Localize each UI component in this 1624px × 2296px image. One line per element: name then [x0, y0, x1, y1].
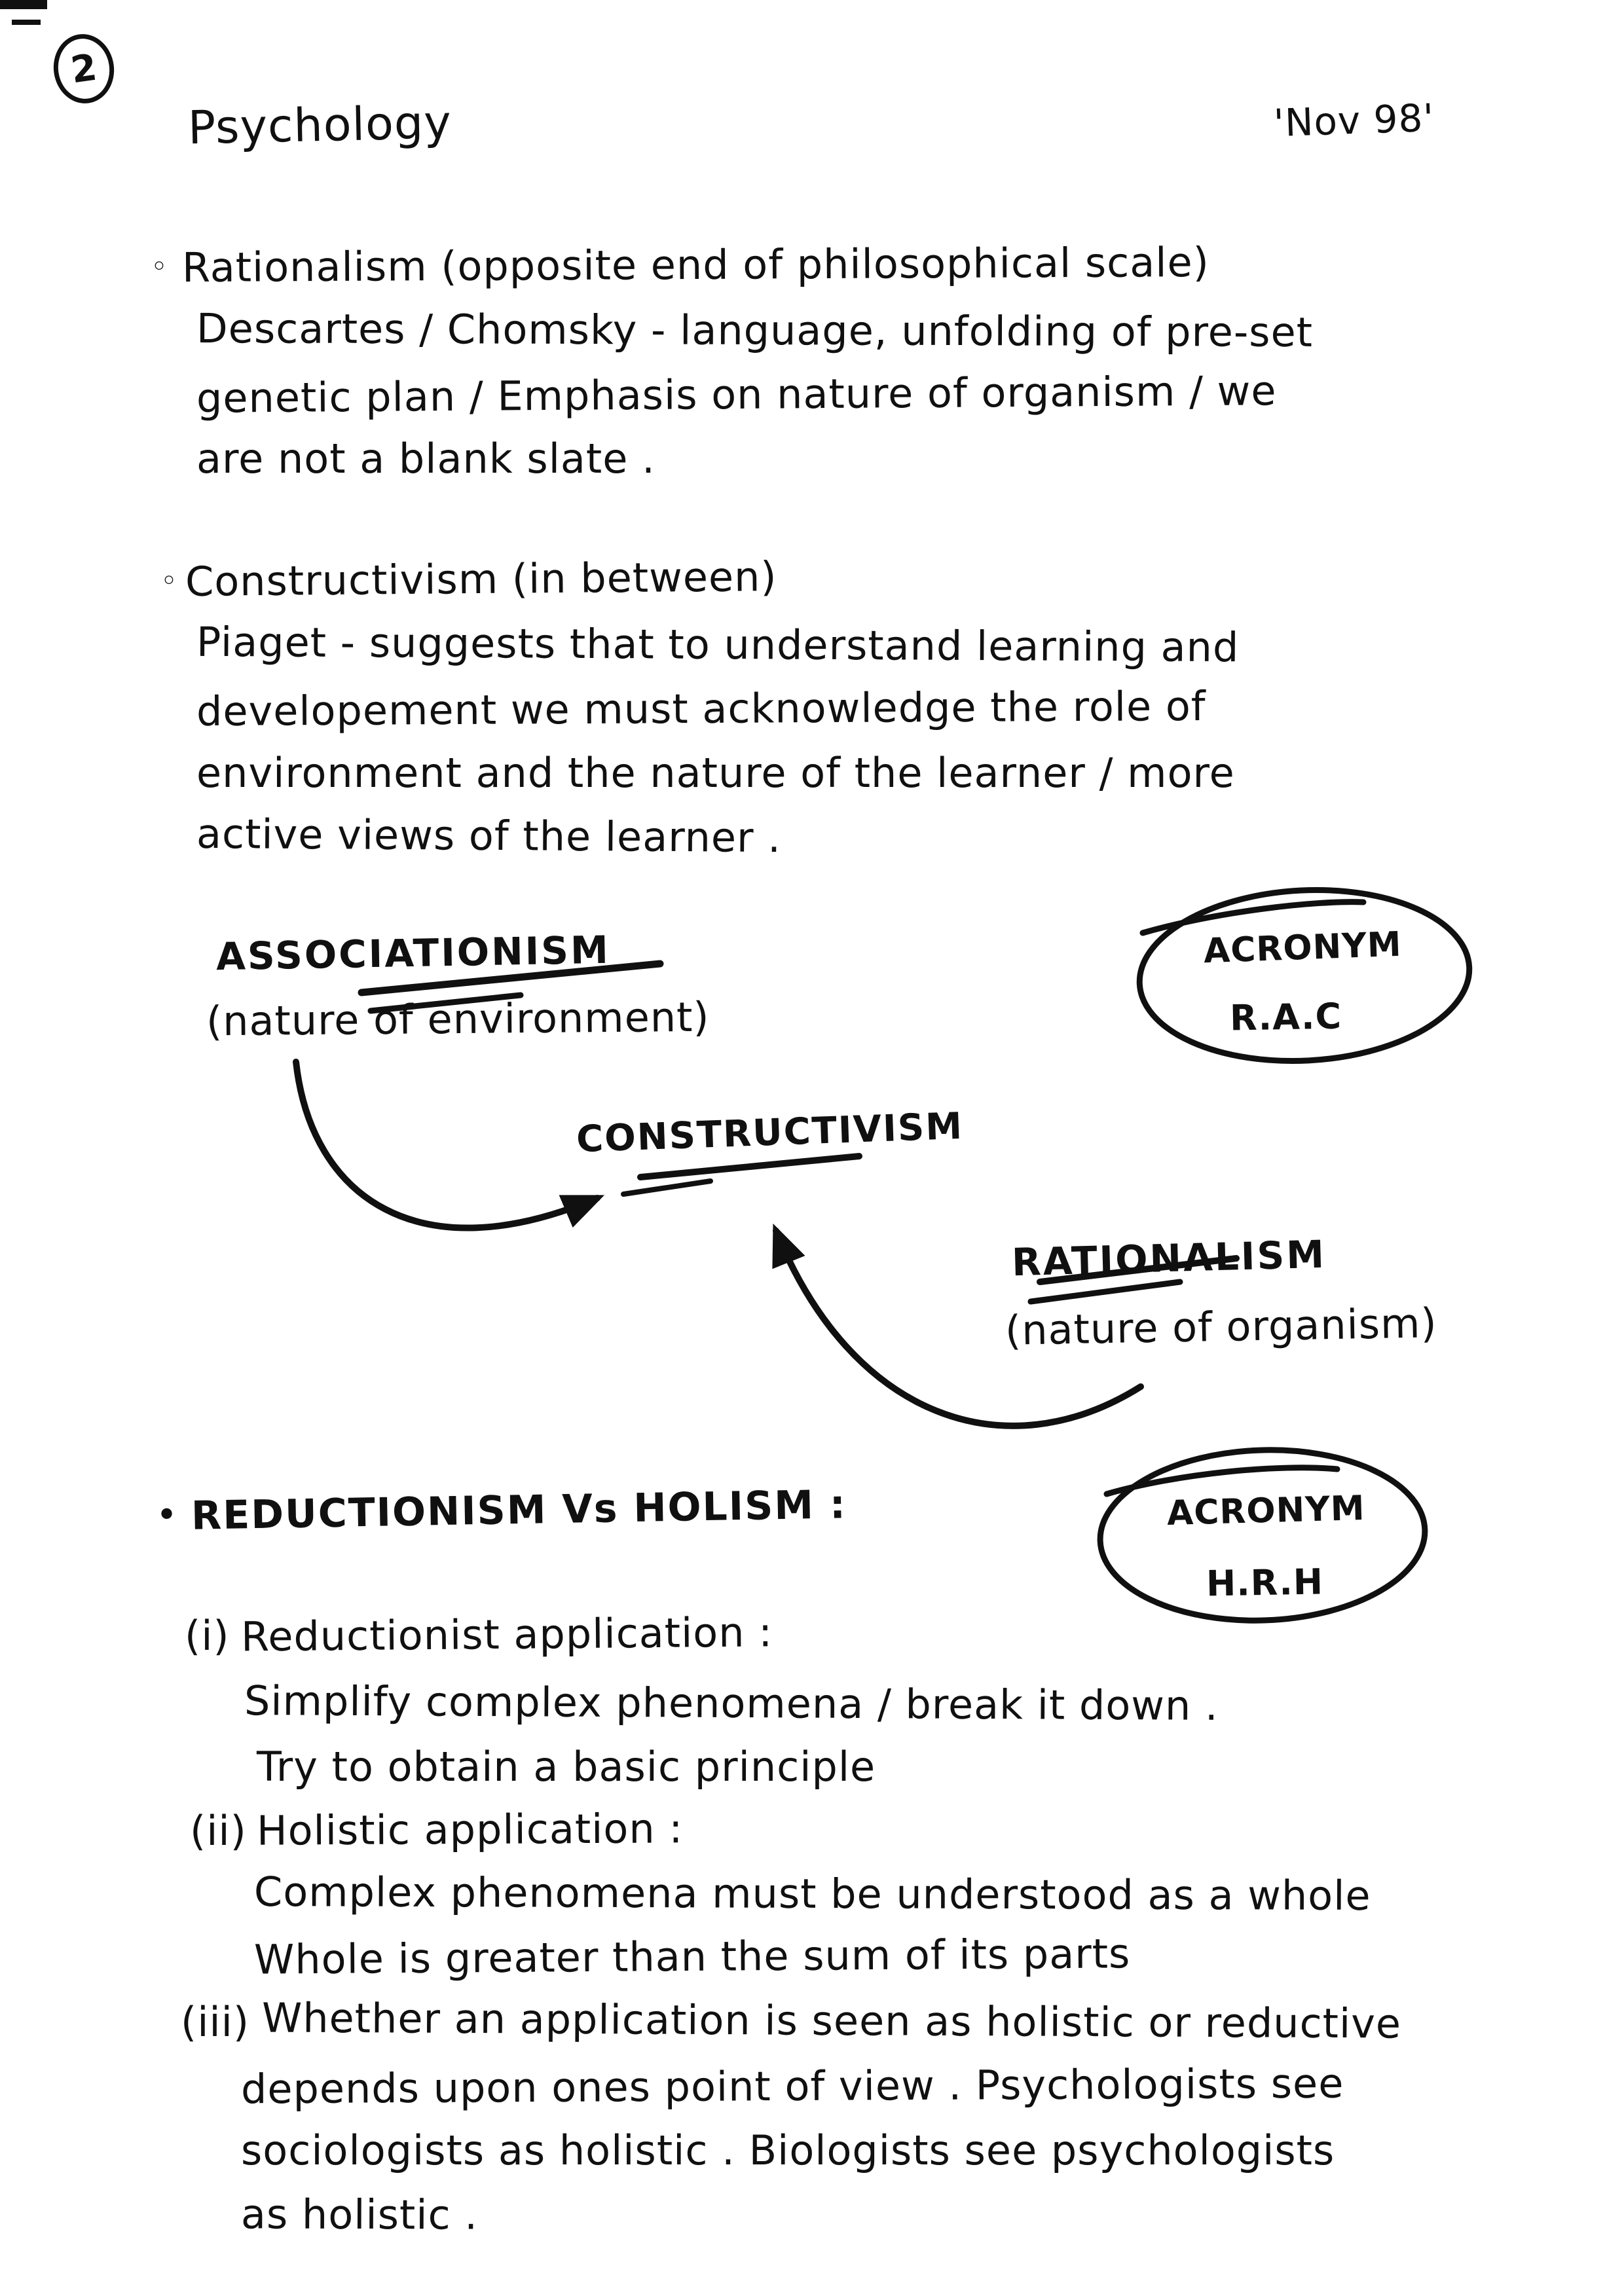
- bullet-icon: ◦: [151, 250, 168, 283]
- rationalism-line: genetic plan / Emphasis on nature of organism / we: [196, 367, 1277, 422]
- list-item-line: Whole is greater than the sum of its parts: [253, 1929, 1131, 1984]
- constructivism-line: environment and the nature of the learner / more: [196, 749, 1235, 797]
- list-item-heading: Reductionist application :: [240, 1608, 773, 1661]
- acronym-rac-circle: [1135, 882, 1474, 1069]
- acronym-hrh-value: H.R.H: [1206, 1561, 1324, 1605]
- constructivism-underline-2: [623, 1181, 710, 1194]
- list-item-line: Try to obtain a basic principle: [257, 1743, 876, 1791]
- bullet-icon: ◦: [160, 564, 178, 598]
- page-date: 'Nov 98': [1272, 95, 1435, 146]
- acronym-rac-value: R.A.C: [1229, 995, 1342, 1039]
- list-item-line: Whether an application is seen as holistic or reductive: [261, 1994, 1402, 2048]
- page-title: Psychology: [187, 95, 452, 155]
- bullet-icon: •: [156, 1494, 179, 1537]
- constructivism-heading: Constructivism (in between): [185, 553, 777, 606]
- list-item-line: sociologists as holistic . Biologists see psychologists: [241, 2126, 1335, 2174]
- list-item-line: depends upon ones point of view . Psychologists see: [240, 2059, 1344, 2113]
- list-item-line: Complex phenomena must be understood as a whole: [253, 1868, 1371, 1920]
- rationalism-line: are not a blank slate .: [196, 435, 655, 483]
- page-number-badge: [49, 30, 119, 107]
- acronym-hrh-label: ACRONYM: [1166, 1489, 1366, 1533]
- arrow-associationism-to-constructivism-icon: [296, 1062, 597, 1228]
- rationalism-caption: (nature of organism): [1005, 1299, 1438, 1355]
- rationalism-diagram-label: RATIONALISM: [1011, 1231, 1327, 1285]
- rationalism-line: Descartes / Chomsky - language, unfolding of pre-set: [196, 304, 1314, 356]
- constructivism-underline: [640, 1156, 859, 1177]
- list-item-heading: Holistic application :: [256, 1804, 684, 1855]
- constructivism-line: developement we must acknowledge the role of: [196, 682, 1206, 736]
- acronym-rac-label: ACRONYM: [1203, 924, 1403, 972]
- list-item-line: Simplify complex phenomena / break it down .: [244, 1677, 1219, 1730]
- constructivism-line: Piaget - suggests that to understand learning and: [196, 617, 1240, 672]
- list-item-line: as holistic .: [240, 2190, 479, 2239]
- constructivism-diagram-label: CONSTRUCTIVISM: [576, 1104, 965, 1161]
- rationalism-underline-2: [1031, 1282, 1180, 1302]
- list-item-marker: (ii): [190, 1807, 247, 1855]
- constructivism-line: active views of the learner .: [196, 809, 782, 862]
- rationalism-heading: Rationalism (opposite end of philosophical scale): [181, 238, 1210, 292]
- scan-artifact: [12, 20, 41, 25]
- associationism-caption: (nature of environment): [206, 993, 710, 1046]
- page-number: 2: [68, 46, 100, 92]
- associationism-label: ASSOCIATIONISM: [215, 927, 611, 979]
- list-item-marker: (iii): [181, 1998, 250, 2046]
- list-item-marker: (i): [185, 1612, 230, 1660]
- scan-artifact: [0, 0, 47, 9]
- reductionism-holism-heading: REDUCTIONISM Vs HOLISM :: [191, 1482, 847, 1539]
